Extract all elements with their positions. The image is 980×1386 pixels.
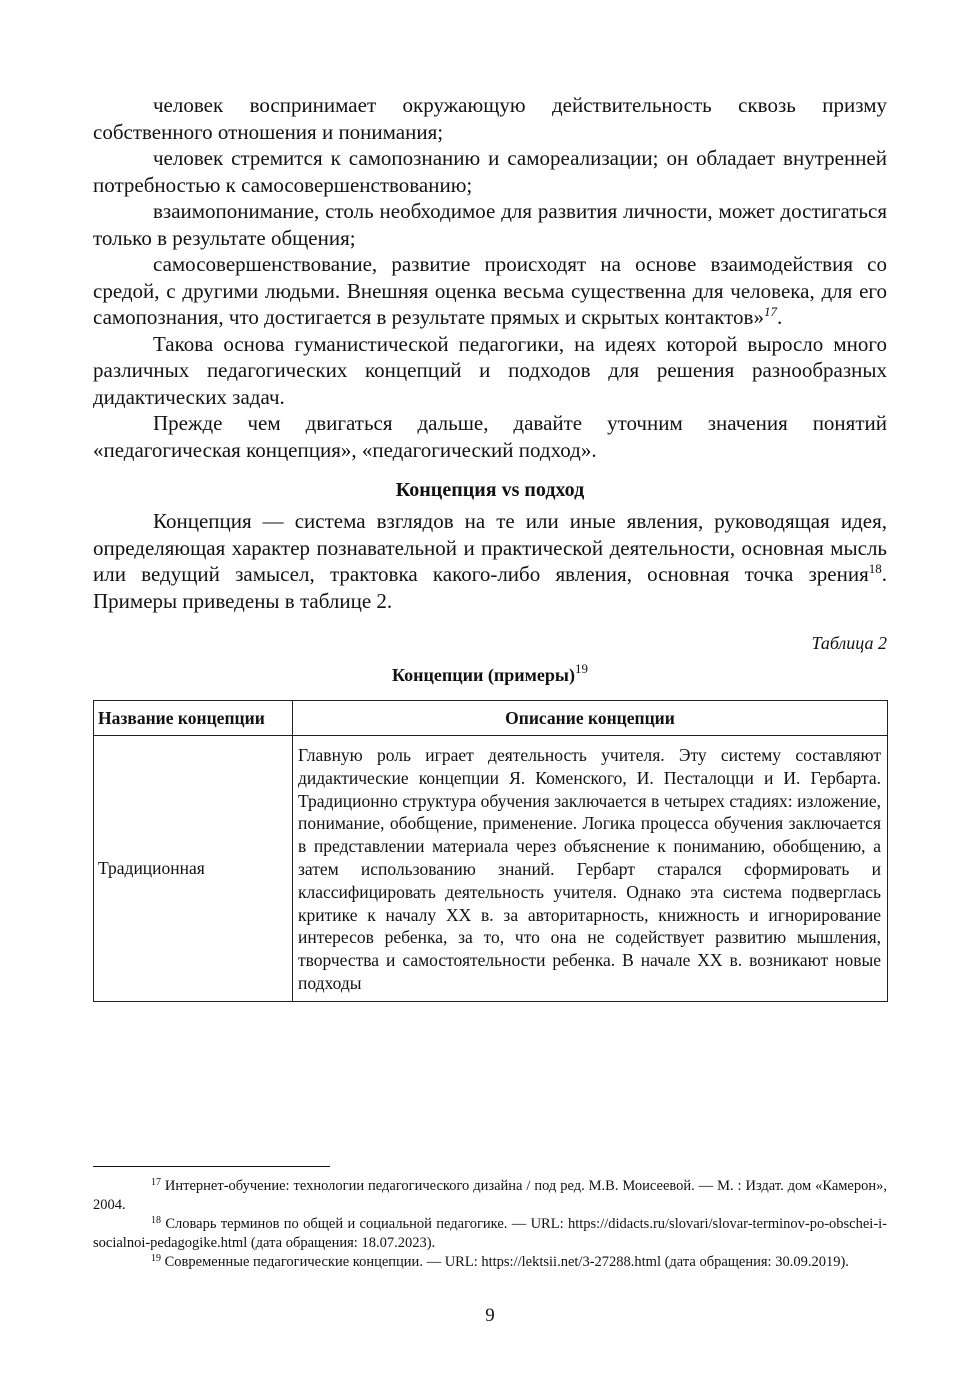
- footnote-number: 18: [151, 1215, 161, 1226]
- paragraph: взаимопонимание, столь необходимое для развития личности, может достигаться только в результате общения;: [93, 199, 887, 250]
- footnote-text: Интернет-обучение: технологии педагогического дизайна / под ред. М.В. Моисеевой. — М. : Издат. дом «Камерон», 2004.: [93, 1178, 887, 1213]
- paragraph-text-end: .: [776, 305, 783, 329]
- footnote-ref-18[interactable]: 18: [868, 561, 882, 576]
- table-caption: [93, 661, 887, 686]
- table-row: [94, 736, 888, 1002]
- footnote-number: 17: [151, 1177, 161, 1188]
- footnotes: [93, 1177, 887, 1272]
- footnote-item: [93, 1253, 887, 1272]
- table-label: Таблица 2: [811, 633, 887, 653]
- paragraph-text-end: . Примеры приведены в таблице 2.: [93, 562, 887, 613]
- concept-name-cell: Традиционная: [94, 736, 293, 1002]
- footnote-text: Современные педагогические концепции. — URL: https://lektsii.net/3-27288.html (дата обращения: 30.09.2019).: [164, 1254, 849, 1270]
- footnote-divider: [93, 1166, 330, 1167]
- footnote-item: [93, 1215, 887, 1253]
- paragraph: человек воспринимает окружающую действительность сквозь призму собственного отношения и понимания;: [93, 93, 887, 144]
- footnote-ref-17[interactable]: 17: [763, 304, 777, 319]
- footnote-ref-19[interactable]: 19: [574, 661, 588, 676]
- paragraph: человек стремится к самопознанию и самореализации; он обладает внутренней потребностью к самосовершенствованию;: [93, 146, 887, 197]
- paragraph: [93, 251, 887, 331]
- paragraph: [93, 508, 887, 614]
- paragraph: Такова основа гуманистической педагогики, на идеях которой выросло много различных педагогических концепций и подходов для решения разнообразных дидактических задач.: [93, 331, 887, 409]
- table-caption-text: Концепции (примеры): [392, 665, 575, 685]
- table-header-row: [94, 701, 888, 736]
- section-heading: Концепция vs подход: [395, 479, 585, 501]
- column-header-description: Описание концепции: [293, 701, 888, 736]
- page-body: [93, 92, 887, 1002]
- page-number: 9: [485, 1305, 495, 1326]
- paragraph-text: Концепция — система взглядов на те или иные явления, руководящая идея, определяющая характер познавательной и практической деятельности, основная мысль или ведущий замысел, трактовка какого-либо явления, основная точка зрения: [93, 509, 887, 586]
- footnote-item: [93, 1177, 887, 1215]
- concepts-table: [93, 700, 888, 1002]
- paragraph: Прежде чем двигаться дальше, давайте уточним значения понятий «педагогическая концепция», «педагогический подход».: [93, 411, 887, 462]
- footnote-text: Словарь терминов по общей и социальной педагогике. — URL: https://didacts.ru/slovari/slovar-terminov-po-obschei-i-socialnoi-pedagogike.html (дата обращения: 18.07.2023).: [93, 1216, 888, 1251]
- concept-description-cell: Главную роль играет деятельность учителя. Эту систему составляют дидактические концепции Я. Коменского, И. Песталоцци и И. Гербарта. Традиционно структура обучения заключается в четырех стадиях: изложение, понимание, обобщение, применение. Логика процесса обучения заключается в представлении материала через объяснение к пониманию, обобщению, а затем использованию знаний. Гербарт старался сформировать и классифицировать деятельность учителя. Однако эта система подверглась критике к началу XX в. за авторитарность, книжность и игнорирование интересов ребенка, за то, что она не содействует развитию мышления, творчества и самостоятельности ребенка. В начале XX в. возникают новые подходы: [293, 736, 888, 1002]
- footnote-number: 19: [151, 1253, 161, 1264]
- paragraph-text: самосовершенствование, развитие происходят на основе взаимодействия со средой, с другими людьми. Внешняя оценка весьма существенна для человека, для его самопознания, что достигается в результате прямых и скрытых контактов»: [93, 252, 887, 329]
- column-header-name: Название концепции: [94, 701, 293, 736]
